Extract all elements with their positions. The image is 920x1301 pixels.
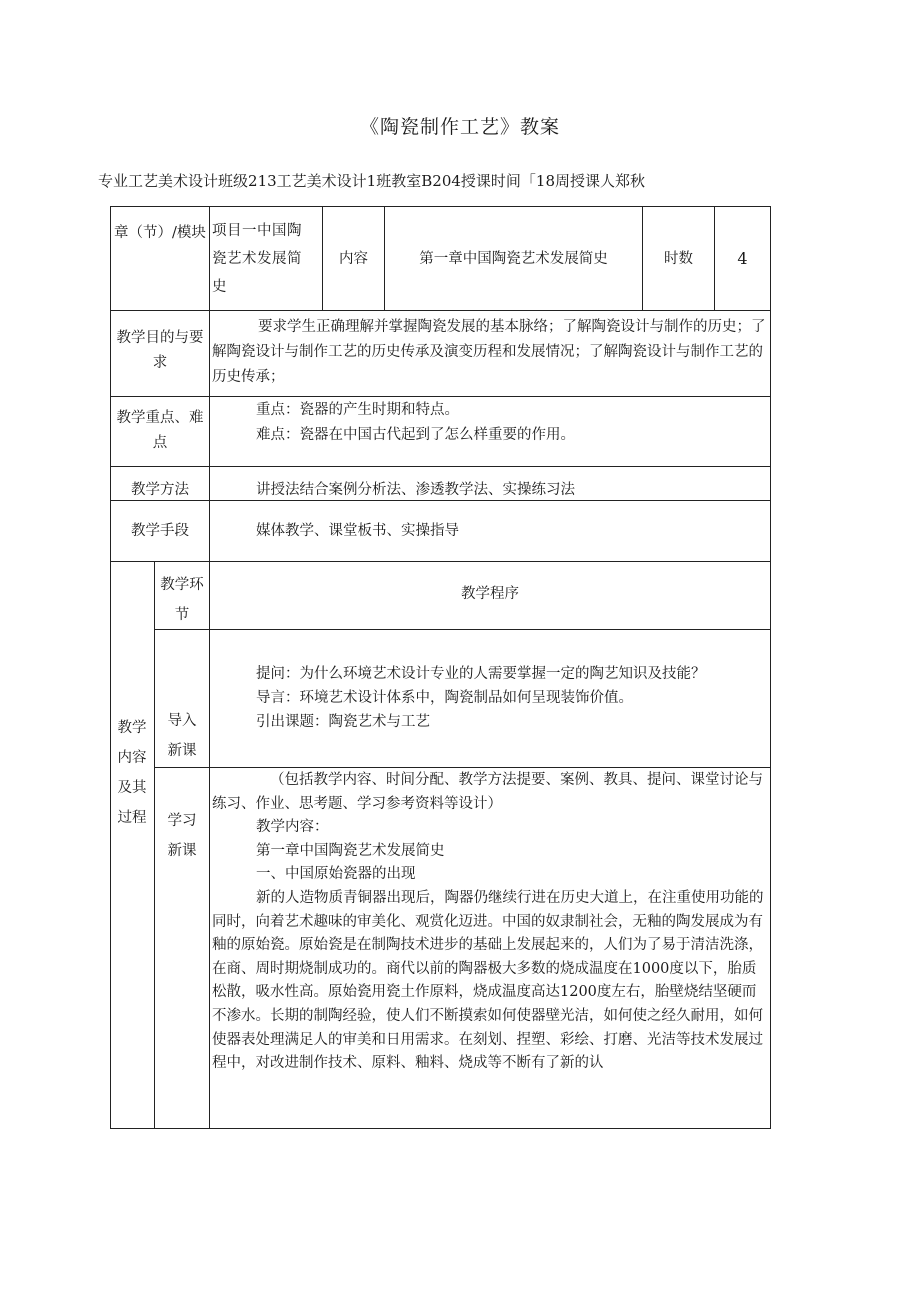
- means-text: 媒体教学、课堂板书、实操指导: [256, 523, 459, 539]
- intro-label: 导入新课: [167, 713, 197, 759]
- hours-label: 时数: [664, 251, 693, 267]
- table-divider: [209, 206, 210, 562]
- table-divider: [154, 561, 155, 1129]
- method-text: 讲授法结合案例分析法、渗透教学法、实操练习法: [256, 482, 575, 498]
- time-label: 授课时间: [460, 172, 521, 190]
- chapter-label: 章（节）/模块: [114, 225, 206, 241]
- means-label: 教学手段: [131, 523, 189, 539]
- class-value: 213工艺美术设计1班: [248, 172, 392, 190]
- learn-note: （包括教学内容、时间分配、教学方法提要、案例、教具、提问、课堂讨论与练习、作业、思考题、学习参考资料等设计）: [212, 772, 763, 812]
- content-heading: 教学内容：: [256, 819, 329, 836]
- keypoints-key: 重点：瓷器的产生时期和特点。: [256, 402, 459, 418]
- room-value: B204: [421, 172, 461, 190]
- table-border-left: [110, 206, 111, 1129]
- stage-header: 教学环节: [160, 577, 204, 623]
- goals-label: 教学目的与要求: [116, 330, 204, 371]
- intro-line-1: 提问：为什么环境艺术设计专业的人需要掌握一定的陶艺知识及技能？: [256, 666, 706, 682]
- goals-text: [212, 315, 767, 390]
- keypoints-difficult: 难点：瓷器在中国古代起到了怎么样重要的作用。: [256, 427, 575, 443]
- learn-content: [212, 769, 767, 1076]
- chapter-heading: 第一章中国陶瓷艺术发展简史: [256, 842, 445, 859]
- learn-label: 学习新课: [167, 813, 197, 859]
- teacher-value: 郑秋: [615, 172, 646, 190]
- room-label: 教室: [391, 172, 422, 190]
- keypoints-label: 教学重点、难点: [116, 410, 204, 451]
- table-divider: [154, 629, 771, 630]
- goals-paragraph: 要求学生正确理解并掌握陶瓷发展的基本脉络；了解陶瓷设计与制作的历史；了解陶瓷设计与制作工艺的历史传承及演变历程和发展情况；了解陶瓷设计与制作工艺的历史传承；: [212, 319, 766, 385]
- table-divider: [154, 767, 771, 768]
- method-label: 教学方法: [131, 482, 189, 498]
- major-value: 工艺美术设计: [128, 172, 219, 190]
- hours-value: 4: [737, 249, 748, 268]
- chapter-value: 项目一中国陶瓷艺术发展简史: [212, 223, 302, 295]
- intro-line-2: 导言：环境艺术设计体系中，陶瓷制品如何呈现装饰价值。: [256, 690, 633, 706]
- table-divider: [209, 561, 210, 1129]
- intro-line-3: 引出课题：陶瓷艺术与工艺: [256, 714, 430, 730]
- learn-body: 新的人造物质青铜器出现后，陶器仍继续行进在历史大道上，在注重使用功能的同时，向着艺术趣味的审美化、观赏化迈进。中国的奴隶制社会，无釉的陶发展成为有釉的原始瓷。原始瓷是在制陶技术进步的基础上发展起来的，人们为了易于清洁洗涤，在商、周时期烧制成功的。商代以前的陶器极大多数的烧成温度在1000度以下，胎质松散，吸水性高。原始瓷用瓷土作原料，烧成温度高达1200度左右，胎壁烧结坚硬而不渗水。长期的制陶经验，使人们不断摸索如何使器壁光洁，如何使之经久耐用，如何使器表处理满足人的审美和日用需求。在刻划、捏塑、彩绘、打磨、光洁等技术发展过程中，对改进制作技术、原料、釉料、烧成等不断有了新的认: [212, 889, 764, 1072]
- content-value: 第一章中国陶瓷艺术发展简史: [419, 251, 608, 267]
- major-label: 专业: [98, 172, 129, 190]
- process-side-label: 教学内容及其过程: [117, 720, 147, 826]
- document-title: 《陶瓷制作工艺》教案: [359, 116, 560, 138]
- procedure-header: 教学程序: [461, 586, 519, 602]
- class-label: 班级: [218, 172, 249, 190]
- time-value: 「18周: [520, 172, 571, 190]
- teacher-label: 授课人: [570, 172, 616, 190]
- section-heading: 一、中国原始瓷器的出现: [256, 866, 416, 883]
- content-label: 内容: [339, 251, 368, 267]
